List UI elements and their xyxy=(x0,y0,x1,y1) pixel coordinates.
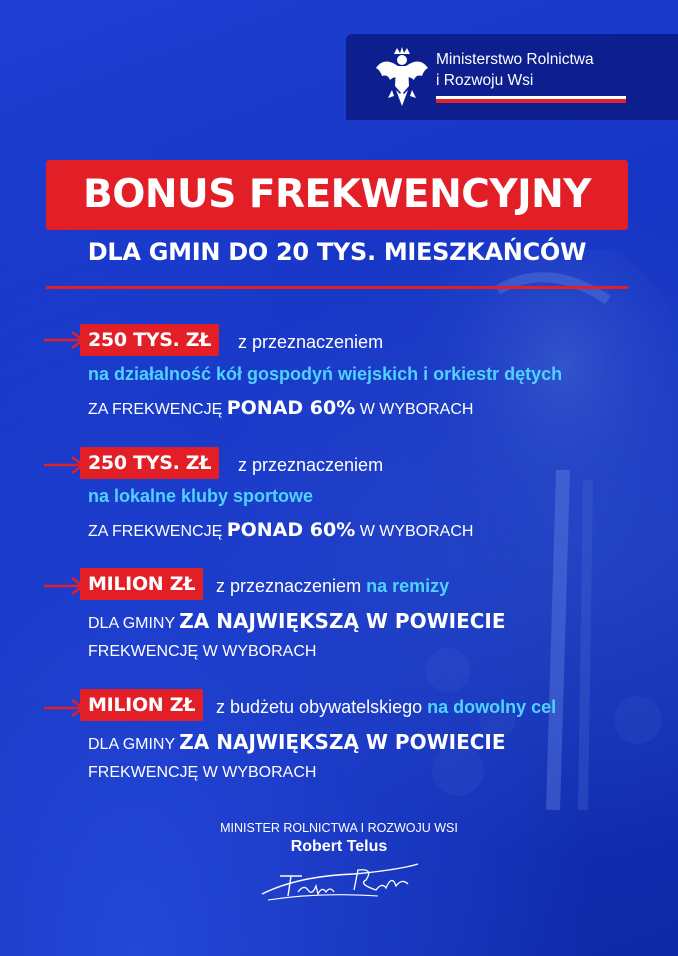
signatory-name: Robert Telus xyxy=(290,838,388,855)
logo-ministry-name-line1: Ministerstwo Rolnictwa xyxy=(436,51,594,68)
purpose-highlight: na działalność kół gospodyń wiejskich i orkiestr dętych xyxy=(88,364,563,384)
signatory-role: MINISTER ROLNICTWA I ROZWOJU WSI xyxy=(220,821,458,835)
polish-eagle-emblem-icon xyxy=(374,46,430,108)
page-subtitle: DLA GMIN DO 20 TYS. MIESZKAŃCÓW xyxy=(87,238,587,266)
amount-badge: MILION ZŁ xyxy=(80,689,203,721)
subtitle-divider xyxy=(46,286,628,289)
handwritten-signature xyxy=(258,856,428,906)
purpose-highlight: na remizy xyxy=(366,576,450,596)
condition-line xyxy=(88,609,506,633)
condition-suffix: W WYBORACH xyxy=(359,523,474,540)
logo-ministry-name-line2: i Rozwoju Wsi xyxy=(436,72,534,89)
ministry-logo xyxy=(346,34,678,120)
condition-bold: ZA NAJWIĘKSZĄ W POWIECIE xyxy=(179,609,506,633)
purpose-intro: z przeznaczeniem xyxy=(238,332,384,352)
amount-badge: 250 TYS. ZŁ xyxy=(80,324,219,356)
condition-bold: PONAD 60% xyxy=(226,519,356,541)
condition-prefix: DLA GMINY xyxy=(88,615,175,632)
condition-line xyxy=(88,519,473,541)
condition-line3: FREKWENCJĘ W WYBORACH xyxy=(88,643,317,660)
purpose-intro: z przeznaczeniem xyxy=(238,455,384,475)
flag-stripe-red xyxy=(436,99,626,103)
purpose-intro: z przeznaczeniem xyxy=(216,576,362,596)
amount-badge: 250 TYS. ZŁ xyxy=(80,447,219,479)
condition-line xyxy=(88,730,506,754)
condition-line3: FREKWENCJĘ W WYBORACH xyxy=(88,764,317,781)
condition-prefix: ZA FREKWENCJĘ xyxy=(88,401,223,418)
purpose-intro-line xyxy=(216,697,556,718)
purpose-highlight: na lokalne kluby sportowe xyxy=(88,486,314,506)
condition-line xyxy=(88,397,473,419)
purpose-highlight: na dowolny cel xyxy=(427,697,557,717)
purpose-intro: z budżetu obywatelskiego xyxy=(216,697,423,717)
condition-suffix: W WYBORACH xyxy=(359,401,474,418)
purpose-intro-line xyxy=(216,576,449,597)
condition-bold: ZA NAJWIĘKSZĄ W POWIECIE xyxy=(179,730,506,754)
condition-prefix: DLA GMINY xyxy=(88,736,175,753)
condition-prefix: ZA FREKWENCJĘ xyxy=(88,523,223,540)
condition-bold: PONAD 60% xyxy=(226,397,356,419)
page-title: BONUS FREKWENCYJNY xyxy=(46,160,628,230)
amount-badge: MILION ZŁ xyxy=(80,568,203,600)
folk-costume-photo-decoration xyxy=(378,250,678,850)
